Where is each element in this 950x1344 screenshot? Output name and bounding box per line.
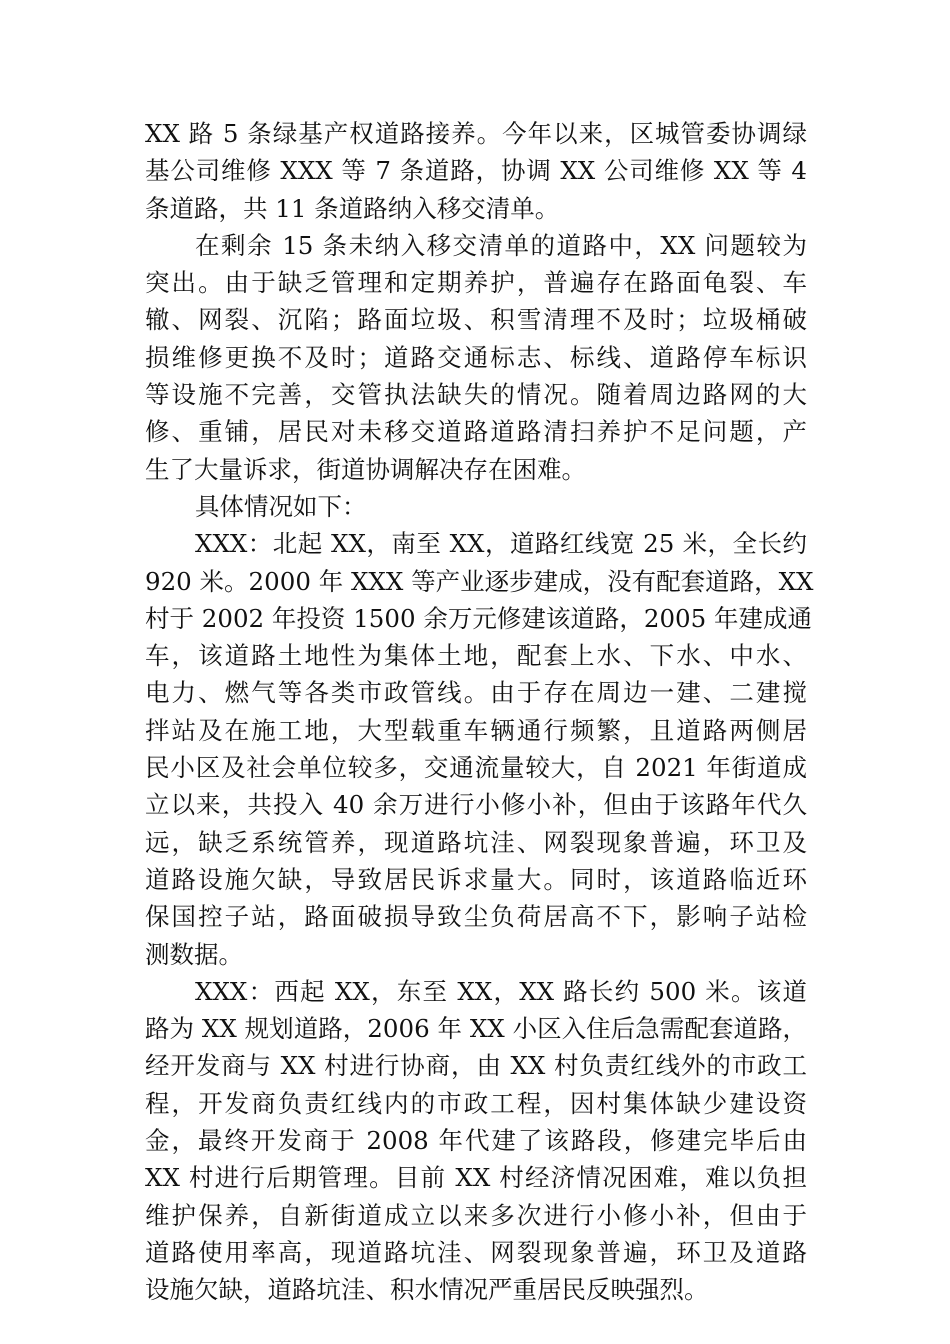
- text-line: XX 路 5 条绿基产权道路接养。今年以来，区城管委协调绿: [145, 119, 807, 148]
- text-line: 等设施不完善，交管执法缺失的情况。随着周边路网的大: [145, 380, 807, 410]
- text-line: 道路使用率高，现道路坑洼、网裂现象普遍，环卫及道路: [145, 1237, 807, 1267]
- document-body: [145, 115, 814, 1309]
- text-line: 具体情况如下：: [195, 491, 367, 521]
- text-line: 基公司维修 XXX 等 7 条道路，协调 XX 公司维修 XX 等 4: [145, 156, 807, 186]
- text-line: 民小区及社会单位较多，交通流量较大，自 2021 年街道成: [145, 753, 807, 783]
- text-line: 拌站及在施工地，大型载重车辆通行频繁，且道路两侧居: [145, 715, 807, 745]
- text-line: 路为 XX 规划道路，2006 年 XX 小区入住后急需配套道路，: [145, 1014, 807, 1044]
- text-line: 道路设施欠缺，导致居民诉求量大。同时，该道路临近环: [145, 864, 807, 894]
- text-line: 保国控子站，路面破损导致尘负荷居高不下，影响子站检: [145, 902, 807, 932]
- text-line: 修、重铺，居民对未移交道路道路清扫养护不足问题，产: [145, 417, 807, 447]
- text-line: 突出。由于缺乏管理和定期养护，普遍存在路面龟裂、车: [145, 268, 807, 298]
- text-line: 程，开发商负责红线内的市政工程，因村集体缺少建设资: [145, 1088, 807, 1118]
- text-line: 辙、网裂、沉陷；路面垃圾、积雪清理不及时；垃圾桶破: [145, 305, 807, 335]
- text-line: 920 米。2000 年 XXX 等产业逐步建成，没有配套道路，XX: [145, 566, 814, 596]
- paragraph: [145, 115, 807, 227]
- text-line: 条道路，共 11 条道路纳入移交清单。: [145, 193, 560, 223]
- text-line: 车，该道路土地性为集体土地，配套上水、下水、中水、: [145, 641, 807, 671]
- text-line: XX 村进行后期管理。目前 XX 村经济情况困难，难以负担: [145, 1163, 807, 1193]
- paragraph: [145, 488, 807, 525]
- paragraph: [145, 227, 807, 488]
- text-line: 维护保养，自新街道成立以来多次进行小修小补，但由于: [145, 1200, 807, 1230]
- text-line: 电力、燃气等各类市政管线。由于存在周边一建、二建搅: [145, 678, 807, 708]
- text-line: 立以来，共投入 40 余万进行小修小补，但由于该路年代久: [145, 790, 807, 820]
- paragraph: [145, 973, 807, 1309]
- text-line: 设施欠缺，道路坑洼、积水情况严重居民反映强烈。: [145, 1275, 709, 1305]
- text-line: 在剩余 15 条未纳入移交清单的道路中，XX 问题较为: [195, 230, 807, 260]
- text-line: 生了大量诉求，街道协调解决存在困难。: [145, 454, 586, 484]
- text-line: 测数据。: [145, 939, 243, 969]
- paragraph: [145, 525, 814, 973]
- text-line: XXX：西起 XX，东至 XX，XX 路长约 500 米。该道: [195, 976, 807, 1006]
- text-line: 经开发商与 XX 村进行协商，由 XX 村负责红线外的市政工: [145, 1051, 807, 1081]
- text-line: 损维修更换不及时；道路交通标志、标线、道路停车标识: [145, 342, 807, 372]
- text-line: XXX：北起 XX，南至 XX，道路红线宽 25 米，全长约: [195, 529, 807, 559]
- text-line: 村于 2002 年投资 1500 余万元修建该道路，2005 年建成通: [145, 603, 812, 633]
- text-line: 金，最终开发商于 2008 年代建了该路段，修建完毕后由: [145, 1126, 807, 1156]
- text-line: 远，缺乏系统管养，现道路坑洼、网裂现象普遍，环卫及: [145, 827, 807, 857]
